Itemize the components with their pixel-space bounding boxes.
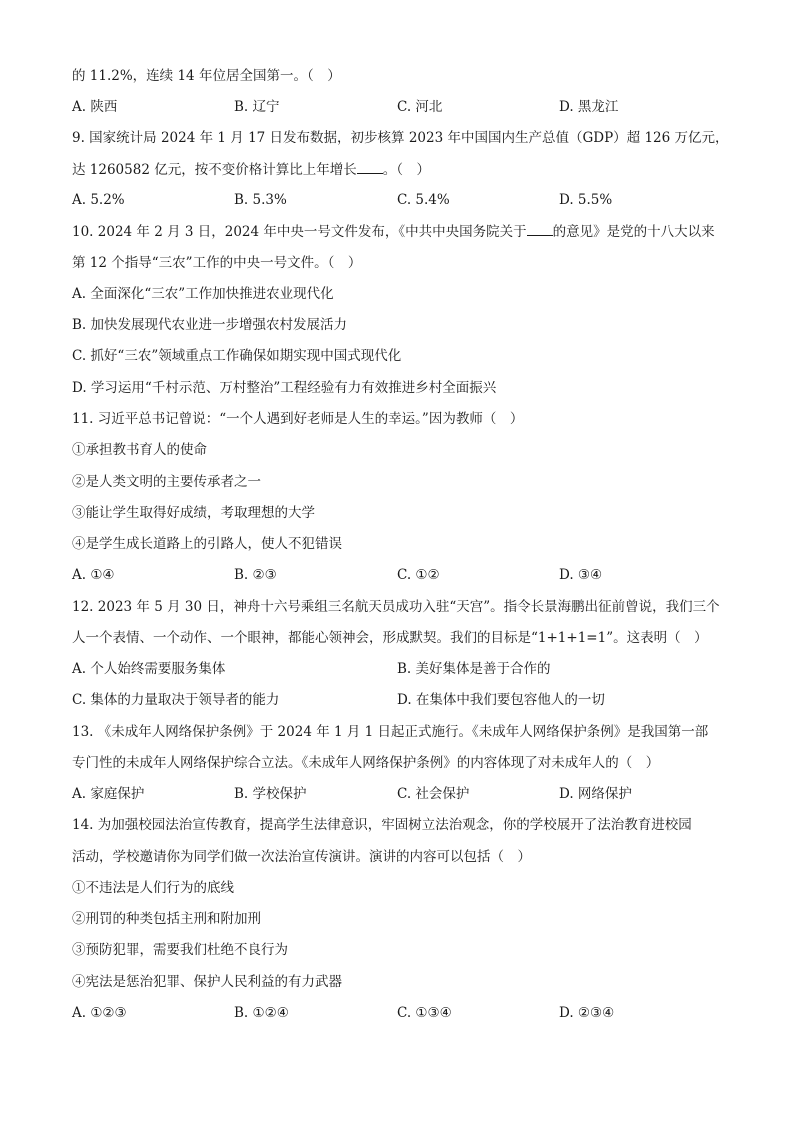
q13-options <box>72 784 722 804</box>
q13-option-c[interactable]: C. 社会保护 <box>397 786 470 802</box>
q13-option-d[interactable]: D. 网络保护 <box>559 786 632 802</box>
q9-option-a[interactable]: A. 5.2% <box>72 192 125 208</box>
q11-item-2: ②是人类文明的主要传承者之一 <box>72 474 261 490</box>
q11-options <box>72 565 722 585</box>
q14-stem-line1: 14. 为加强校园法治宣传教育，提高学生法律意识，牢固树立法治观念，你的学校展开了法治教育进校园 <box>72 817 692 833</box>
q9-stem-text-b: 。（ ） <box>382 162 430 178</box>
q11-item-4: ④是学生成长道路上的引路人，使人不犯错误 <box>72 536 342 552</box>
q9-option-d[interactable]: D. 5.5% <box>559 192 613 208</box>
q13-stem-line2: 专门性的未成年人网络保护综合立法。《未成年人网络保护条例》的内容体现了对未成年人的（ ） <box>72 755 660 771</box>
q9-stem-line1: 9. 国家统计局 2024 年 1 月 17 日发布数据，初步核算 2023 年中国国内生产总值（GDP）超 126 万亿元， <box>72 130 729 146</box>
q8-option-d[interactable]: D. 黑龙江 <box>559 99 619 115</box>
q12-option-b[interactable]: B. 美好集体是善于合作的 <box>397 661 551 677</box>
q14-option-c[interactable]: C. ①③④ <box>397 1005 452 1021</box>
q11-option-b[interactable]: B. ②③ <box>234 567 277 583</box>
q13-option-b[interactable]: B. 学校保护 <box>234 786 307 802</box>
q11-option-c[interactable]: C. ①② <box>397 567 440 583</box>
q14-item-4: ④宪法是惩治犯罪、保护人民利益的有力武器 <box>72 974 342 990</box>
q12-option-a[interactable]: A. 个人始终需要服务集体 <box>72 661 226 677</box>
q12-stem-line2: 人一个表情、一个动作、一个眼神，都能心领神会，形成默契。我们的目标是“1+1+1=1”。这表明（ ） <box>72 630 708 646</box>
q14-option-d[interactable]: D. ②③④ <box>559 1005 615 1021</box>
q9-stem-line2 <box>72 159 430 179</box>
q14-options <box>72 1003 722 1023</box>
q8-option-b[interactable]: B. 辽宁 <box>234 99 280 115</box>
q10-stem-text-b: 的意见》是党的十八大以来 <box>552 224 715 240</box>
q14-item-2: ②刑罚的种类包括主刑和附加刑 <box>72 911 261 927</box>
q14-option-a[interactable]: A. ①②③ <box>72 1005 127 1021</box>
q11-option-d[interactable]: D. ③④ <box>559 567 603 583</box>
q10-option-a[interactable]: A. 全面深化“三农”工作加快推进农业现代化 <box>72 286 334 302</box>
q12-stem-line1: 12. 2023 年 5 月 30 日，神舟十六号乘组三名航天员成功入驻“天宫”。指令长景海鹏出征前曾说，我们三个 <box>72 599 720 615</box>
q8-stem-continuation: 的 11.2%，连续 14 年位居全国第一。（ ） <box>72 68 341 84</box>
q10-option-b[interactable]: B. 加快发展现代农业进一步增强农村发展活力 <box>72 317 348 333</box>
q12-options-row1 <box>72 659 722 679</box>
q11-item-1: ①承担教书育人的使命 <box>72 442 207 458</box>
q10-stem-line2: 第 12 个指导“三农”工作的中央一号文件。（ ） <box>72 255 362 271</box>
q9-option-c[interactable]: C. 5.4% <box>397 192 450 208</box>
q14-item-1: ①不违法是人们行为的底线 <box>72 880 234 896</box>
q8-options <box>72 97 722 117</box>
q13-option-a[interactable]: A. 家庭保护 <box>72 786 145 802</box>
q12-options-row2 <box>72 690 722 710</box>
q11-item-3: ③能让学生取得好成绩，考取理想的大学 <box>72 505 315 521</box>
q9-stem-text-a: 达 1260582 亿元，按不变价格计算比上年增长 <box>72 162 357 178</box>
q10-stem-line1 <box>72 221 715 241</box>
q12-option-c[interactable]: C. 集体的力量取决于领导者的能力 <box>72 692 280 708</box>
q10-stem-text-a: 10. 2024 年 2 月 3 日，2024 年中央一号文件发布，《中共中央国务院关于 <box>72 224 527 240</box>
q14-item-3: ③预防犯罪，需要我们杜绝不良行为 <box>72 942 288 958</box>
q9-option-b[interactable]: B. 5.3% <box>234 192 287 208</box>
q11-option-a[interactable]: A. ①④ <box>72 567 115 583</box>
q14-option-b[interactable]: B. ①②④ <box>234 1005 289 1021</box>
q9-answer-blank <box>357 159 383 174</box>
q8-option-c[interactable]: C. 河北 <box>397 99 443 115</box>
q14-stem-line2: 活动，学校邀请你为同学们做一次法治宣传演讲。演讲的内容可以包括（ ） <box>72 849 531 865</box>
q11-stem: 11. 习近平总书记曾说：“一个人遇到好老师是人生的幸运。”因为教师（ ） <box>72 411 524 427</box>
q9-options <box>72 190 722 210</box>
q12-option-d[interactable]: D. 在集体中我们要包容他人的一切 <box>397 692 605 708</box>
q8-option-a[interactable]: A. 陕西 <box>72 99 118 115</box>
q10-option-c[interactable]: C. 抓好“三农”领域重点工作确保如期实现中国式现代化 <box>72 348 402 364</box>
q10-answer-blank <box>527 221 553 236</box>
q13-stem-line1: 13. 《未成年人网络保护条例》于 2024 年 1 月 1 日起正式施行。《未成年人网络保护条例》是我国第一部 <box>72 724 709 740</box>
q10-option-d[interactable]: D. 学习运用“千村示范、万村整治”工程经验有力有效推进乡村全面振兴 <box>72 380 497 396</box>
